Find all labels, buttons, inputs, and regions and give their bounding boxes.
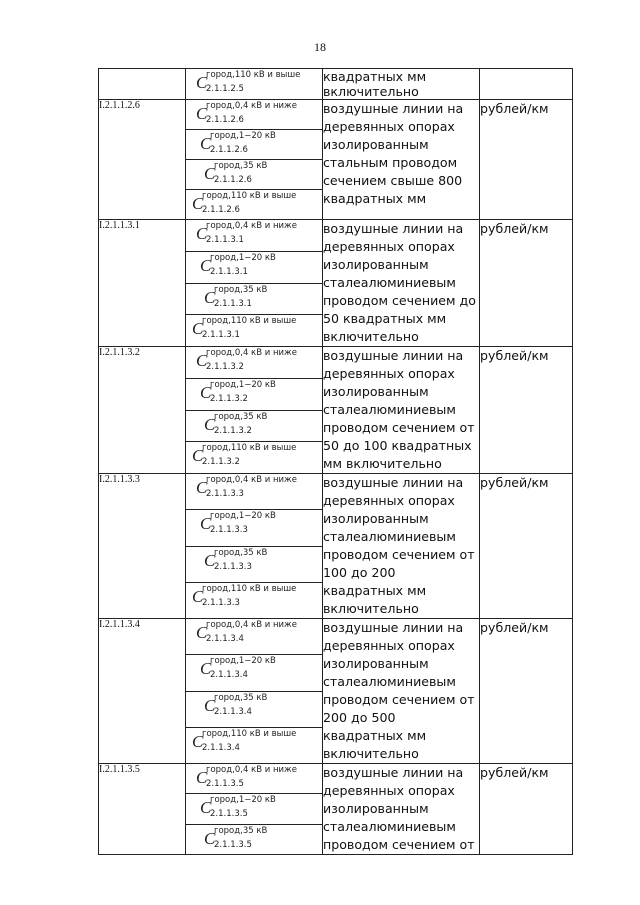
formula-superscript: город,35 кВ (214, 161, 268, 171)
description-cell: воздушные линии на деревянных опорах изолированным стальным проводом сечением свыше 800 квадратных мм (323, 100, 480, 220)
formula-superscript: город,1−20 кВ (210, 511, 276, 522)
rate-formula (186, 100, 322, 129)
rate-formula (186, 160, 322, 189)
table-row (99, 347, 573, 379)
formula-letter: C (204, 164, 216, 183)
unit-cell: рублей/км (480, 474, 573, 619)
formula-subscript: 2.1.1.3.2 (214, 425, 252, 436)
formula-subscript: 2.1.1.3.4 (210, 670, 248, 681)
formula-cell (186, 410, 323, 442)
rate-formula (186, 794, 322, 823)
formula-cell (186, 347, 323, 379)
formula-subscript: 2.1.1.2.6 (210, 145, 248, 155)
table-row (99, 220, 573, 252)
code-cell: I.2.1.1.2.6 (99, 100, 186, 220)
formula-letter: C (196, 73, 208, 92)
formula-letter: C (196, 768, 208, 787)
formula-letter: C (204, 414, 216, 434)
formula-superscript: город,1−20 кВ (210, 252, 276, 263)
page-number: 18 (314, 40, 326, 54)
rate-formula (186, 69, 322, 98)
formula-superscript: город,35 кВ (214, 692, 268, 703)
formula-superscript: город,1−20 кВ (210, 131, 276, 141)
formula-letter: C (204, 550, 216, 570)
formula-superscript: город,0,4 кВ и ниже (206, 475, 297, 485)
rate-formula (186, 728, 322, 757)
formula-letter: C (200, 255, 212, 275)
formula-subscript: 2.1.1.3.3 (210, 525, 248, 536)
rate-formula (186, 764, 322, 793)
table-row (99, 100, 573, 130)
formula-subscript: 2.1.1.3.1 (206, 235, 244, 245)
formula-letter: C (196, 104, 208, 123)
formula-superscript: город,35 кВ (214, 547, 268, 558)
unit-cell (480, 69, 573, 100)
formula-letter: C (192, 319, 204, 339)
formula-superscript: город,0,4 кВ и ниже (206, 221, 297, 231)
formula-superscript: город,0,4 кВ и ниже (206, 765, 297, 775)
formula-subscript: 2.1.1.3.4 (214, 706, 252, 717)
formula-subscript: 2.1.1.2.6 (202, 205, 240, 215)
rate-formula (186, 252, 322, 281)
description-cell: воздушные линии на деревянных опорах изолированным сталеалюминиевым проводом сечением от 50 до 100 квадратных мм включительно (323, 347, 480, 474)
tariff-table (98, 68, 573, 855)
description-cell: квадратных мм включительно (323, 69, 480, 100)
rate-formula (186, 130, 322, 159)
formula-cell (186, 510, 323, 546)
rate-formula (186, 825, 322, 854)
formula-cell (186, 283, 323, 315)
formula-subscript: 2.1.1.3.1 (210, 266, 248, 277)
formula-superscript: город,110 кВ и выше (206, 70, 301, 80)
code-cell (99, 69, 186, 100)
formula-subscript: 2.1.1.3.2 (210, 393, 248, 404)
formula-subscript: 2.1.1.3.4 (206, 634, 244, 644)
table-row (99, 764, 573, 794)
code-cell: I.2.1.1.3.5 (99, 764, 186, 855)
formula-subscript: 2.1.1.2.6 (206, 115, 244, 125)
formula-superscript: город,0,4 кВ и ниже (206, 348, 297, 358)
unit-cell: рублей/км (480, 100, 573, 220)
formula-cell (186, 582, 323, 618)
formula-superscript: город,110 кВ и выше (202, 728, 297, 739)
formula-letter: C (200, 798, 212, 818)
formula-superscript: город,110 кВ и выше (202, 443, 297, 454)
code-cell: I.2.1.1.3.2 (99, 347, 186, 474)
code-cell: I.2.1.1.3.3 (99, 474, 186, 619)
formula-letter: C (192, 731, 204, 751)
description-cell: воздушные линии на деревянных опорах изолированным сталеалюминиевым проводом сечением от (323, 764, 480, 855)
rate-formula (186, 190, 322, 219)
formula-cell (186, 251, 323, 283)
description-cell: воздушные линии на деревянных опорах изолированным сталеалюминиевым проводом сечением до 50 квадратных мм включительно (323, 220, 480, 347)
formula-cell (186, 315, 323, 347)
tariff-table-body (99, 69, 573, 855)
rate-formula (186, 510, 322, 539)
formula-cell (186, 190, 323, 220)
formula-cell (186, 727, 323, 763)
formula-cell (186, 442, 323, 474)
formula-cell (186, 546, 323, 582)
formula-letter: C (200, 134, 212, 153)
formula-letter: C (196, 351, 208, 370)
formula-letter: C (192, 586, 204, 606)
formula-cell (186, 619, 323, 655)
formula-letter: C (196, 478, 208, 497)
formula-superscript: город,0,4 кВ и ниже (206, 101, 297, 111)
formula-subscript: 2.1.1.3.3 (214, 561, 252, 572)
formula-superscript: город,0,4 кВ и ниже (206, 620, 297, 630)
formula-letter: C (200, 382, 212, 402)
rate-formula (186, 547, 322, 576)
formula-letter: C (192, 194, 204, 213)
formula-superscript: город,1−20 кВ (210, 795, 276, 806)
formula-subscript: 2.1.1.2.6 (214, 175, 252, 185)
rate-formula (186, 442, 322, 471)
formula-subscript: 2.1.1.3.3 (206, 489, 244, 499)
formula-superscript: город,1−20 кВ (210, 656, 276, 667)
formula-superscript: город,110 кВ и выше (202, 191, 297, 201)
formula-cell (186, 824, 323, 854)
rate-formula (186, 583, 322, 612)
formula-subscript: 2.1.1.3.4 (202, 742, 240, 753)
formula-cell (186, 69, 323, 100)
formula-superscript: город,35 кВ (214, 411, 268, 422)
description-cell: воздушные линии на деревянных опорах изолированным сталеалюминиевым проводом сечением от 100 до 200 квадратных мм включительно (323, 474, 480, 619)
formula-cell (186, 100, 323, 130)
formula-subscript: 2.1.1.3.2 (202, 457, 240, 468)
unit-cell: рублей/км (480, 347, 573, 474)
formula-cell (186, 160, 323, 190)
rate-formula (186, 619, 322, 648)
table-row (99, 474, 573, 510)
rate-formula (186, 692, 322, 721)
rate-formula (186, 220, 322, 249)
formula-letter: C (204, 695, 216, 715)
formula-cell (186, 378, 323, 410)
formula-letter: C (192, 446, 204, 466)
rate-formula (186, 347, 322, 376)
rate-formula (186, 411, 322, 440)
unit-cell: рублей/км (480, 764, 573, 855)
formula-letter: C (196, 623, 208, 642)
formula-letter: C (196, 224, 208, 243)
formula-superscript: город,110 кВ и выше (202, 583, 297, 594)
formula-superscript: город,35 кВ (214, 825, 268, 836)
table-row (99, 619, 573, 655)
code-cell: I.2.1.1.3.1 (99, 220, 186, 347)
formula-subscript: 2.1.1.2.5 (206, 84, 244, 94)
formula-subscript: 2.1.1.3.3 (202, 597, 240, 608)
formula-cell (186, 655, 323, 691)
formula-cell (186, 764, 323, 794)
formula-subscript: 2.1.1.3.1 (202, 330, 240, 341)
description-cell: воздушные линии на деревянных опорах изолированным сталеалюминиевым проводом сечением от 200 до 500 квадратных мм включительно (323, 619, 480, 764)
formula-cell (186, 220, 323, 252)
formula-subscript: 2.1.1.3.2 (206, 362, 244, 372)
formula-superscript: город,110 кВ и выше (202, 316, 297, 327)
formula-cell (186, 691, 323, 727)
formula-superscript: город,35 кВ (214, 284, 268, 295)
rate-formula (186, 315, 322, 344)
formula-letter: C (200, 514, 212, 534)
rate-formula (186, 379, 322, 408)
rate-formula (186, 655, 322, 684)
formula-subscript: 2.1.1.3.5 (210, 809, 248, 820)
formula-subscript: 2.1.1.3.5 (214, 839, 252, 850)
table-row (99, 69, 573, 100)
formula-subscript: 2.1.1.3.5 (206, 779, 244, 789)
formula-subscript: 2.1.1.3.1 (214, 298, 252, 309)
formula-letter: C (200, 659, 212, 679)
formula-cell (186, 130, 323, 160)
rate-formula (186, 474, 322, 503)
formula-letter: C (204, 287, 216, 307)
formula-superscript: город,1−20 кВ (210, 379, 276, 390)
formula-cell (186, 794, 323, 824)
unit-cell: рублей/км (480, 619, 573, 764)
rate-formula (186, 284, 322, 313)
formula-letter: C (204, 828, 216, 848)
formula-cell (186, 474, 323, 510)
code-cell: I.2.1.1.3.4 (99, 619, 186, 764)
unit-cell: рублей/км (480, 220, 573, 347)
